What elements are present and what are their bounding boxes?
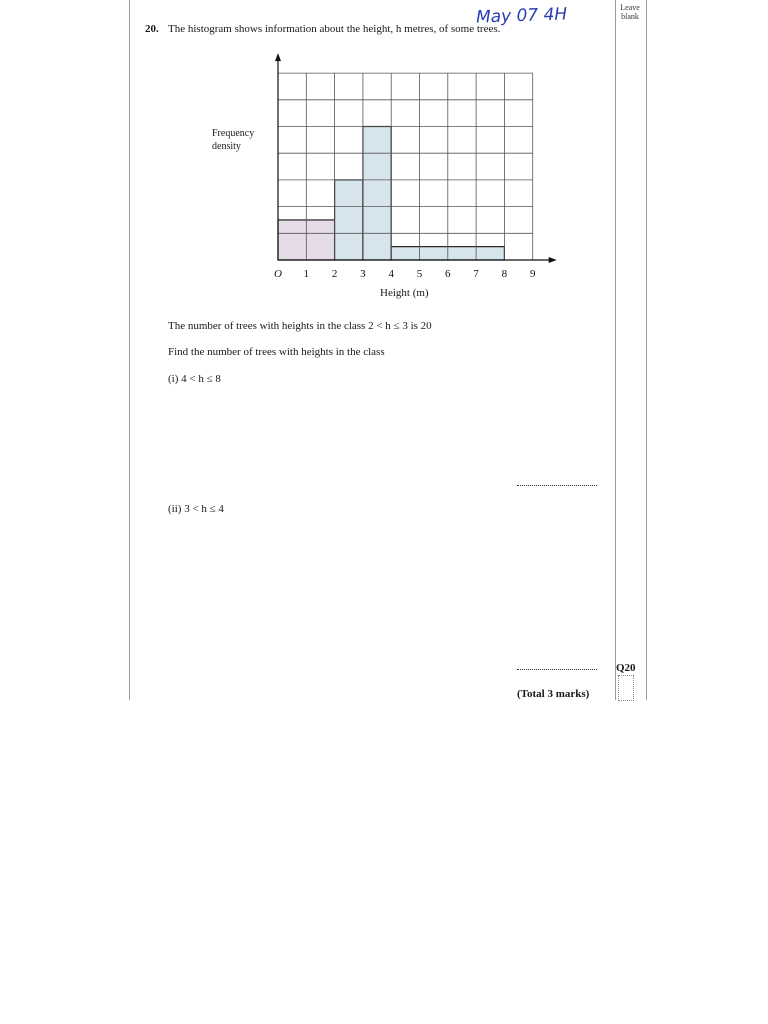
y-axis-label-line-1: Frequency [212, 128, 255, 139]
question-text: The histogram shows information about the height, h metres, of some trees. [168, 23, 501, 35]
part-i-label: (i) 4 < h ≤ 8 [168, 373, 221, 385]
instruction-text: Find the number of trees with heights in the class [168, 346, 385, 358]
question-number: 20. [145, 23, 159, 35]
answer-line-part-ii[interactable] [517, 669, 597, 670]
x-tick-label-7: 7 [473, 268, 479, 280]
x-axis-label: Height (m) [380, 287, 429, 299]
x-axis-arrow [549, 257, 557, 263]
question-tag: Q20 [616, 662, 636, 674]
y-axis-arrow [275, 53, 281, 61]
marks-box [618, 675, 634, 701]
x-tick-label-5: 5 [416, 268, 423, 280]
class-statement: The number of trees with heights in the class 2 < h ≤ 3 is 20 [168, 320, 432, 332]
x-tick-label-8: 8 [501, 268, 508, 280]
leave-blank-line-2: blank [621, 12, 639, 21]
x-tick-label-6: 6 [445, 268, 451, 280]
part-ii-label: (ii) 3 < h ≤ 4 [168, 503, 224, 515]
x-tick-label-9: 9 [529, 268, 536, 280]
leave-blank-line-1: Leave [620, 3, 640, 12]
y-axis-label [212, 127, 254, 153]
y-axis-label-line-2: density [212, 141, 241, 152]
leave-blank-label [616, 3, 644, 21]
histogram-bar-2 [363, 127, 391, 261]
answer-line-part-i[interactable] [517, 485, 597, 486]
x-tick-label-3: 3 [360, 268, 366, 280]
margin-column [614, 0, 647, 700]
histogram-bar-1 [335, 180, 363, 260]
histogram-chart [260, 50, 560, 280]
x-tick-label-1: 1 [303, 268, 310, 280]
handwritten-note: May 07 4H [475, 4, 568, 28]
x-tick-label-2: 2 [331, 268, 338, 280]
x-tick-label-4: 4 [388, 268, 394, 280]
x-tick-label-0: O [274, 268, 282, 280]
total-marks: (Total 3 marks) [517, 688, 590, 700]
